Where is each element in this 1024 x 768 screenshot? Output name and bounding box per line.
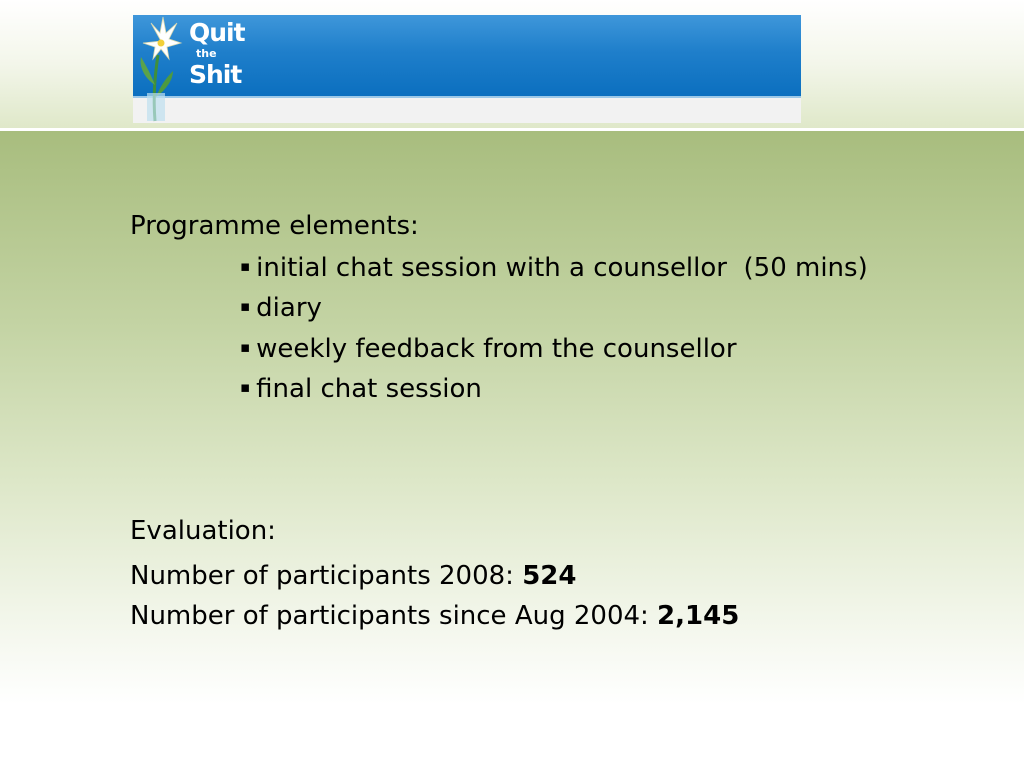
- evaluation-row: [130, 563, 577, 589]
- programme-item-label: final chat session: [256, 374, 482, 404]
- evaluation-row-label: Number of participants since Aug 2004:: [130, 601, 658, 631]
- evaluation-row-label: Number of participants 2008:: [130, 561, 523, 591]
- programme-item-label: diary: [256, 293, 322, 323]
- evaluation-row: [130, 603, 739, 629]
- lily-flower-icon: [133, 15, 183, 123]
- evaluation-row-value: 524: [522, 561, 577, 591]
- bullet-icon: ▪: [240, 378, 251, 396]
- programme-item-label: initial chat session with a counsellor (50 mins): [256, 253, 868, 283]
- evaluation-heading: Evaluation:: [130, 516, 276, 546]
- programme-item-label: weekly feedback from the counsellor: [256, 334, 737, 364]
- bullet-icon: ▪: [240, 297, 251, 315]
- programme-item: [240, 376, 482, 402]
- logo-word-the: the: [196, 47, 217, 60]
- logo-word-shit: Shit: [189, 60, 242, 89]
- bullet-icon: ▪: [240, 338, 251, 356]
- evaluation-row-value: 2,145: [657, 601, 740, 631]
- logo-word-quit: Quit: [189, 18, 245, 47]
- programme-item: [240, 255, 868, 281]
- bullet-icon: ▪: [240, 257, 251, 275]
- quit-the-shit-logo: [133, 15, 253, 123]
- programme-item: [240, 336, 737, 362]
- programme-item: [240, 295, 322, 321]
- site-banner: [133, 15, 801, 123]
- programme-heading: Programme elements:: [130, 211, 419, 241]
